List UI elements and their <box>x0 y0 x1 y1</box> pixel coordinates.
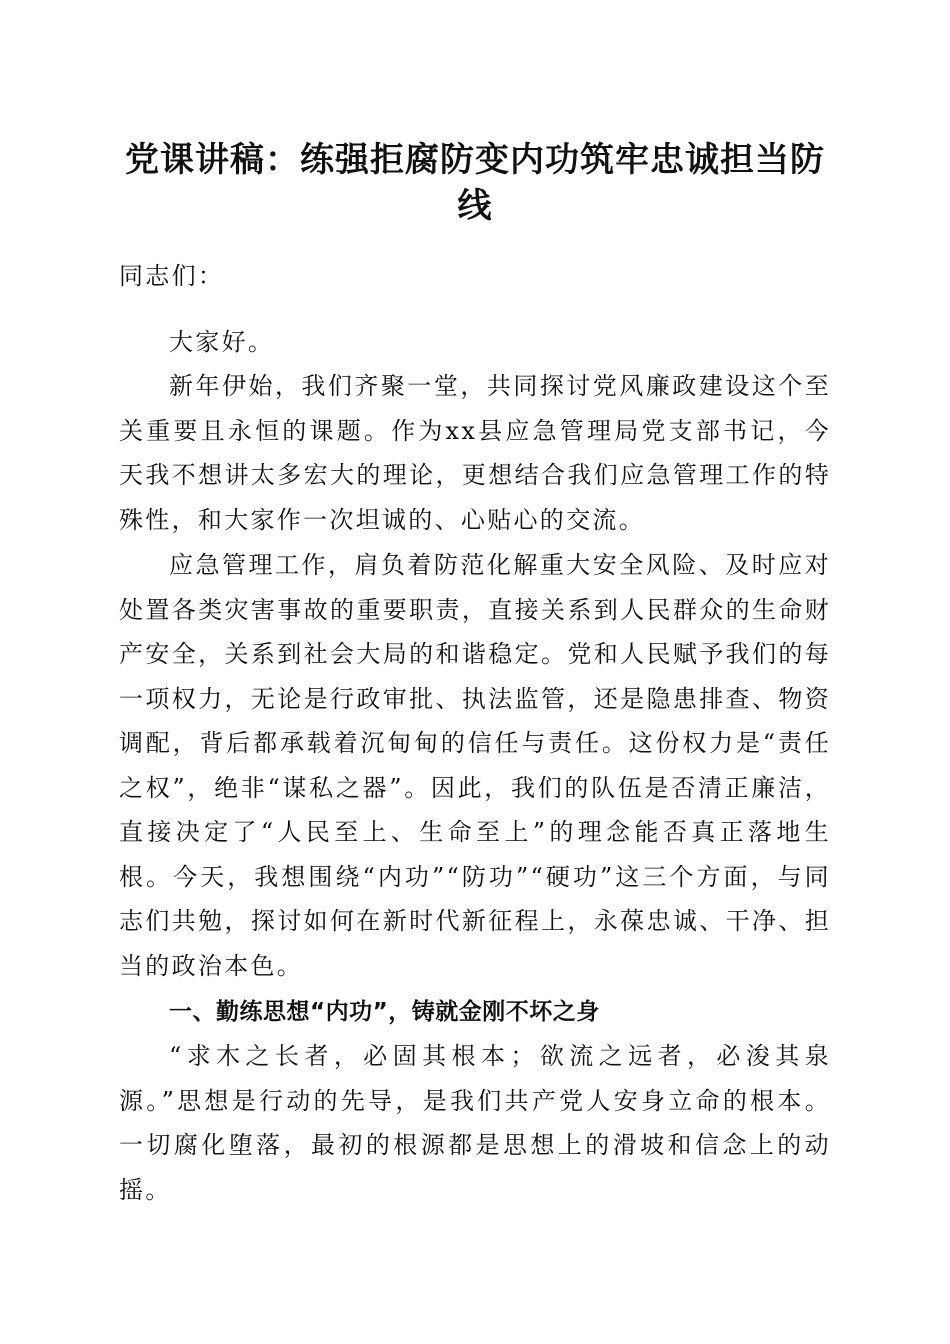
document-title: 党课讲稿：练强拒腐防变内功筑牢忠诚担当防线 <box>125 140 825 226</box>
section-heading-1: 一、勤练思想“内功”，铸就金刚不坏之身 <box>169 999 600 1025</box>
greeting: 大家好。 <box>169 328 275 356</box>
paragraph-intro: 新年伊始，我们齐聚一堂，共同探讨党风廉政建设这个至关重要且永恒的课题。作为xx县应急管理局党支部书记，今天我不想讲太多宏大的理论，更想结合我们应急管理工作的特殊性，和大家作一次坦诚的、心贴心的交流。 <box>119 372 831 534</box>
salutation: 同志们： <box>119 262 225 290</box>
paragraph-emergency-management: 应急管理工作，肩负着防范化解重大安全风险、及时应对处置各类灾害事故的重要职责，直接关系到人民群众的生命财产安全，关系到社会大局的和谐稳定。党和人民赋予我们的每一项权力，无论是行政审批、执法监管，还是隐患排查、物资调配，背后都承载着沉甸甸的信任与责任。这份权力是“责任之权”，绝非“谋私之器”。因此，我们的队伍是否清正廉洁，直接决定了“人民至上、生命至上”的理念能否真正落地生根。今天，我想围绕“内功”“防功”“硬功”这三个方面，与同志们共勉，探讨如何在新时代新征程上，永葆忠诚、干净、担当的政治本色。 <box>119 551 831 980</box>
section-1-paragraph: “求木之长者，必固其根本；欲流之远者，必浚其泉源。”思想是行动的先导，是我们共产党人安身立命的根本。一切腐化堕落，最初的根源都是思想上的滑坡和信念上的动摇。 <box>119 1042 831 1204</box>
